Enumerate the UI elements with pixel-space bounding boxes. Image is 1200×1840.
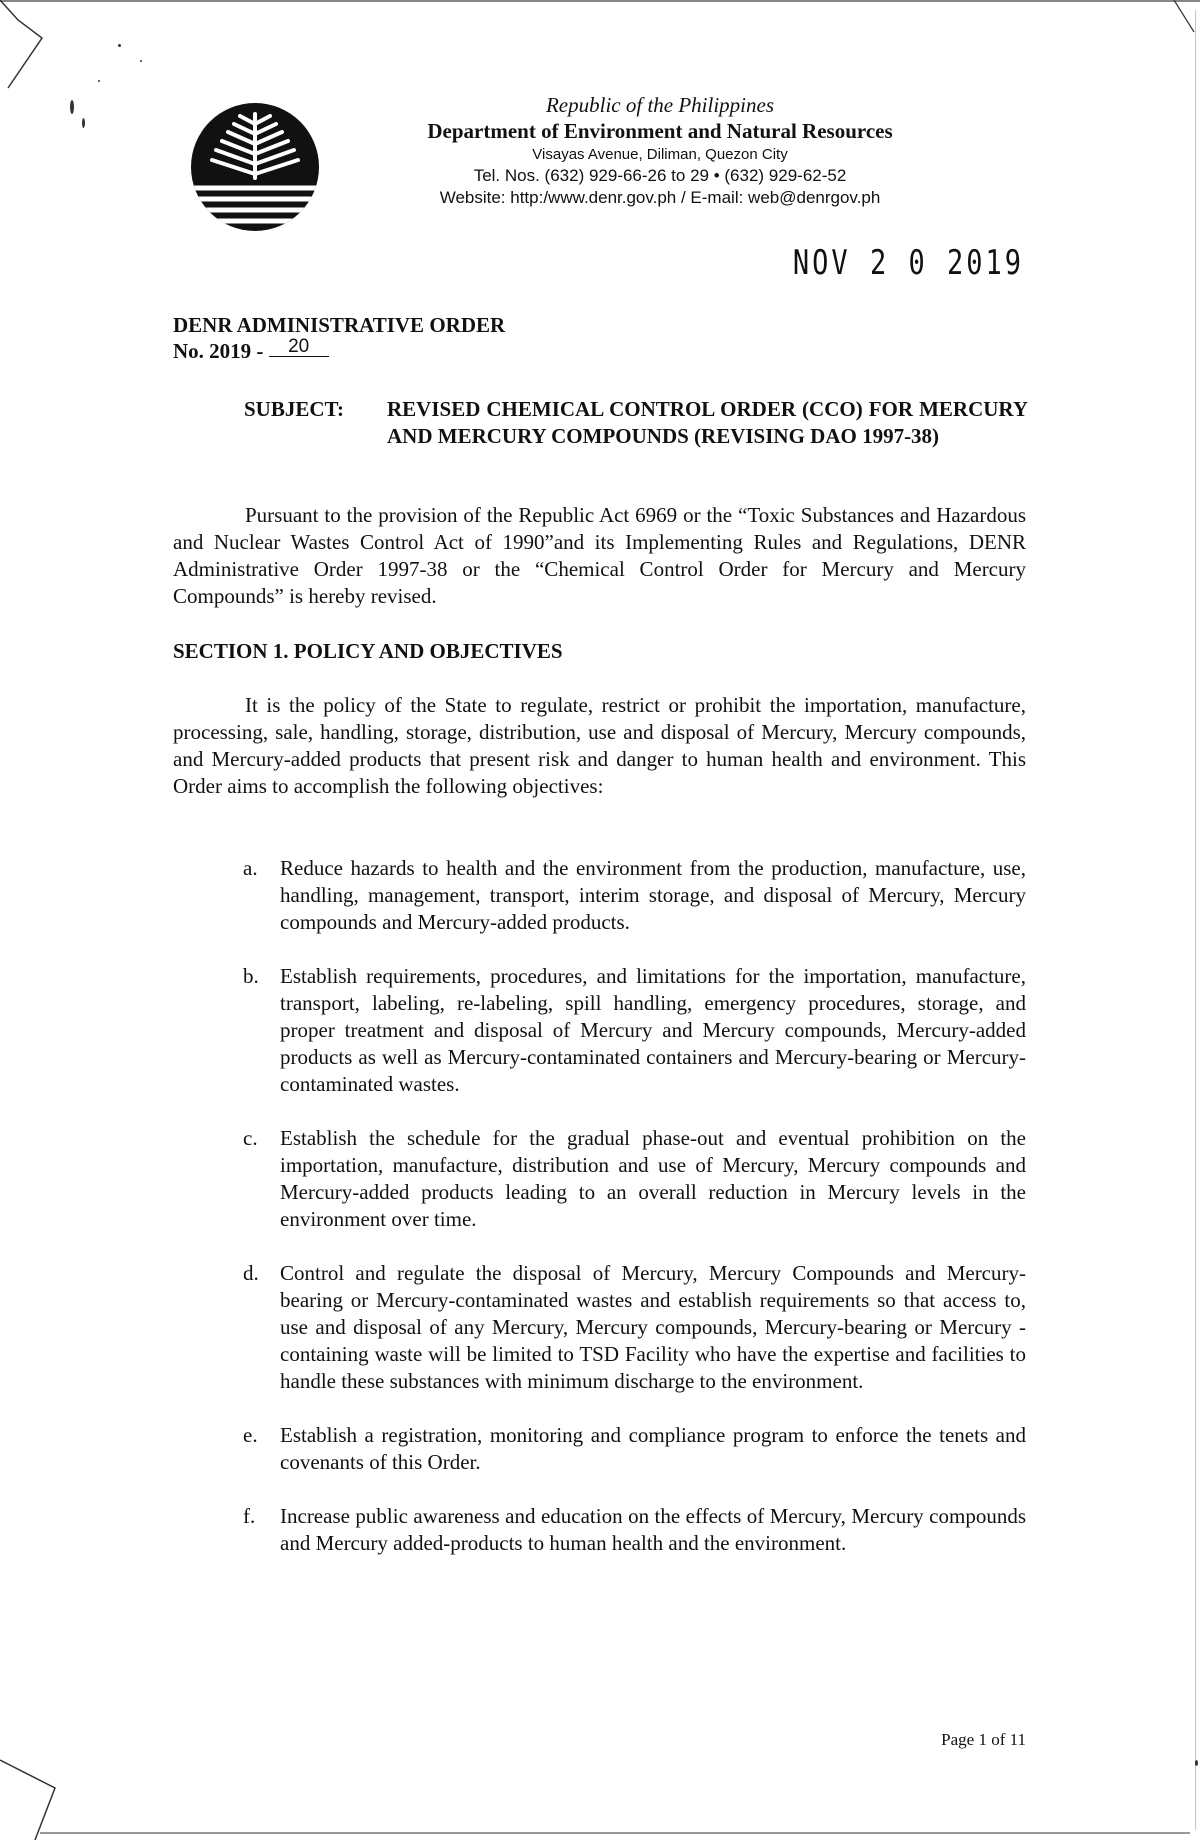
page-number: Page 1 of 11: [941, 1730, 1026, 1749]
objective-letter: f.: [243, 1504, 256, 1528]
objective-text: Increase public awareness and education on the effects of Mercury, Mercury compounds and Mercury added-products to human health and the environment.: [280, 1504, 1026, 1555]
preamble-text: Pursuant to the provision of the Republic Act 6969 or the “Toxic Substances and Hazardous and Nuclear Wastes Control Act of 1990”and its Implementing Rules and Regulations, DENR Administrative Order 1997-38 or the “Chemical Control Order for Mercury and Mercury Compounds” is hereby revised.: [173, 503, 1026, 608]
letterhead: [340, 92, 980, 209]
corner-fold-top-left: [0, 0, 60, 90]
objective-text: Establish requirements, procedures, and limitations for the importation, manufacture, transport, labeling, re-labeling, spill handling, emergency procedures, storage, and proper treatment and disposal of Mercury and Mercury compounds, Mercury-added products as well as Mercury-contaminated containers and Mercury-bearing or Mercury-contaminated wastes.: [280, 964, 1026, 1096]
subject-label: SUBJECT:: [244, 397, 344, 421]
scan-speck: [98, 80, 100, 82]
scan-speck: [70, 100, 74, 114]
scan-edge-bottom: [40, 1832, 1190, 1834]
policy-text: It is the policy of the State to regulate, restrict or prohibit the importation, manufacture, processing, sale, handling, storage, distribution, use and disposal of Mercury, Mercury compounds, and Mercury-added products that present risk and danger to human health and environment. This Order aims to accomplish the following objectives:: [173, 693, 1026, 798]
scan-speck: [1195, 1760, 1198, 1766]
subject-text: REVISED CHEMICAL CONTROL ORDER (CCO) FOR MERCURY AND MERCURY COMPOUNDS (REVISING DAO 1997-38): [387, 397, 1028, 448]
corner-fold-bottom-left: [0, 1740, 70, 1840]
denr-tree-sea-emblem-icon: [190, 102, 320, 232]
order-number-block: [173, 312, 505, 364]
letterhead-republic: Republic of the Philippines: [545, 93, 775, 117]
letterhead-website: Website: http:/www.denr.gov.ph / E-mail: web@denrgov.ph: [439, 188, 881, 207]
date-stamp: NOV 2 0 2019: [792, 244, 1024, 283]
objective-text: Establish the schedule for the gradual phase-out and eventual prohibition on the importation, manufacture, distribution and use of Mercury, Mercury compounds and Mercury-added products leading to an overall reduction in Mercury levels in the environment over time.: [280, 1126, 1026, 1231]
scan-edge-right: [1195, 10, 1196, 1830]
letterhead-telephone: Tel. Nos. (632) 929-66-26 to 29 • (632) 929-62-52: [473, 166, 847, 185]
order-title: DENR ADMINISTRATIVE ORDER: [173, 313, 506, 337]
letterhead-department: Department of Environment and Natural Resources: [427, 119, 893, 143]
objective-letter: a.: [243, 856, 258, 880]
policy-paragraph: [173, 692, 1026, 800]
list-item: [240, 1422, 1026, 1476]
objective-letter: c.: [243, 1126, 258, 1150]
objective-text: Reduce hazards to health and the environment from the production, manufacture, use, handling, management, transport, interim storage, and disposal of Mercury, Mercury compounds and Mercury-added products.: [280, 856, 1026, 934]
corner-fold-top-right: [1170, 0, 1200, 40]
scan-speck: [82, 118, 85, 128]
objective-letter: b.: [243, 964, 259, 988]
subject-block: [244, 396, 1028, 450]
objectives-list: [240, 855, 1026, 1584]
letterhead-address: Visayas Avenue, Diliman, Quezon City: [532, 146, 788, 163]
scan-speck: [140, 60, 142, 62]
objective-letter: d.: [243, 1261, 259, 1285]
order-number-prefix: No. 2019 -: [173, 339, 264, 363]
preamble-paragraph: [173, 502, 1026, 610]
list-item: [240, 855, 1026, 936]
objective-text: Control and regulate the disposal of Mercury, Mercury Compounds and Mercury-bearing or Mercury-contaminated wastes and establish requirements so that access to, use and disposal of any Mercury, Mercury compounds, Mercury-bearing or Mercury -containing waste will be limited to TSD Facility who have the expertise and facilities to handle these substances with minimum discharge to the environment.: [280, 1261, 1026, 1393]
scan-speck: [118, 44, 121, 47]
objective-letter: e.: [243, 1423, 258, 1447]
list-item: [240, 1260, 1026, 1395]
scan-edge-top: [0, 0, 1200, 2]
order-number: [173, 338, 505, 364]
list-item: [240, 1503, 1026, 1557]
list-item: [240, 1125, 1026, 1233]
objective-text: Establish a registration, monitoring and compliance program to enforce the tenets and covenants of this Order.: [280, 1423, 1026, 1474]
order-number-handwritten: 20: [269, 338, 329, 357]
section-heading: SECTION 1. POLICY AND OBJECTIVES: [173, 639, 563, 663]
list-item: [240, 963, 1026, 1098]
